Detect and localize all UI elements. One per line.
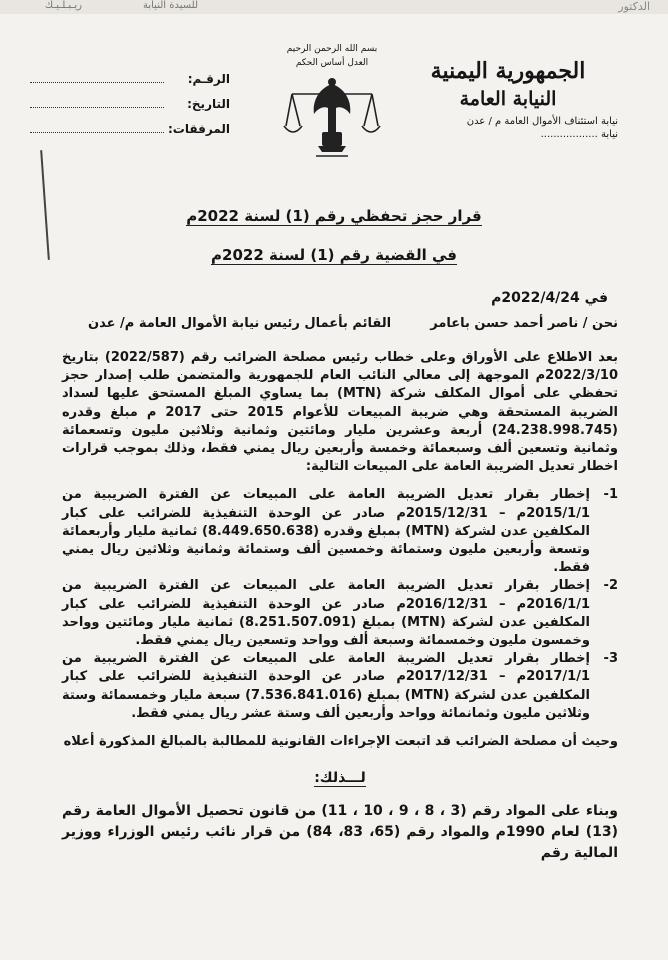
- decision-date: في 2022/4/24م: [491, 290, 608, 306]
- list-item: [62, 486, 618, 577]
- meta-attachments-row: [30, 120, 230, 136]
- republic-name: الجمهورية اليمنية: [430, 58, 586, 84]
- list-item-number: 3-: [603, 651, 618, 667]
- letterhead-right: [398, 58, 618, 140]
- issuer-role: القائم بأعمال رئيس نيابة الأموال العامة م/ عدن: [88, 316, 392, 331]
- top-fragment-left: ريـبـلـيـك: [44, 0, 82, 11]
- meta-number-label: الرقـم:: [187, 72, 230, 86]
- decision-title-text: قرار حجز تحفظي رقم (1) لسنة 2022م: [186, 207, 482, 225]
- meta-attachments-blank: [30, 120, 164, 133]
- whereas-paragraph: وحيث أن مصلحة الضرائب قد اتبعت الإجراءات القانونية للمطالبة بالمبالغ المذكورة أعلاه: [63, 734, 618, 750]
- list-item-number: 1-: [603, 487, 618, 503]
- therefore-text: لـــذلك:: [314, 770, 366, 787]
- margin-rule: [40, 150, 50, 260]
- list-item: [62, 650, 618, 723]
- intro-paragraph: [62, 349, 618, 476]
- sub-unit-label: نيابة ..................: [540, 129, 618, 140]
- intro-text: بعد الاطلاع على الأوراق وعلى خطاب رئيس مصلحة الضرائب رقم (2022/587) بتاريخ 2022/3/10م الموجهة إلى معالي النائب العام للجمهورية والمتضمن طلب إصدار حجز تحفظي على أموال المكلف شركة (MTN) بما يساوي المبلغ المستحق عليها لسداد الضريبة المستحقة وهي ضريبة المبيعات للأعوام 2015 حتى 2017 م مبلغ وقدره (24.238.998.745) أربعة وعشرين مليار ومائتين وثمانية وثلاثين مليون وتسعمائة وثمانية وتسعين ألف وسبعمائة وخمسة وأربعين ريال يمني فقط، وذلك بموجب قرارات اخطار تعديل الضريبة العامة على المبيعات التالية:: [62, 350, 618, 475]
- list-item-text: إخطار بقرار تعديل الضريبة العامة على المبيعات عن الفترة الضريبية من 2016/1/1م – 2016/12/31م صادر عن الوحدة التنفيذية للضرائب على كبار المكلفين عدن لشركة (MTN) بمبلغ (8.251.507.091) ثمانية مليار ومائتين وواحد وخمسون مليون وخمسمائة وسبعة ألف وواحد وتسعين ريال يمني فقط.: [62, 578, 590, 649]
- document-body: [62, 349, 618, 864]
- sub-unit: نيابة استئناف الأموال العامة م / عدن: [466, 116, 618, 127]
- meta-attachments-label: المرفقات:: [168, 122, 230, 136]
- top-fragment-middle: للسيدة النيابة: [142, 0, 198, 11]
- office-name: النيابة العامة: [459, 88, 557, 110]
- legal-basis-paragraph: وبناء على المواد رقم (3 ، 8 ، 9 ، 10 ، 11) من قانون تحصيل الأموال العامة رقم (13) لعام 1990م والمواد رقم (65، 83، 84) من قرار نائب رئيس الوزراء ووزير المالية رقم: [62, 803, 618, 862]
- state-emblem: [276, 44, 388, 166]
- issuer-name: نحن / ناصر أحمد حسن باعامر: [430, 316, 618, 331]
- meta-date-row: [30, 95, 230, 111]
- decision-title: [0, 207, 668, 225]
- scales-eagle-icon: [282, 72, 382, 164]
- emblem-basmala: بسم الله الرحمن الرحيم: [286, 44, 378, 54]
- meta-date-label: التاريخ:: [187, 97, 230, 111]
- meta-number-row: [30, 70, 230, 86]
- therefore-heading: [62, 769, 618, 787]
- list-item-text: إخطار بقرار تعديل الضريبة العامة على المبيعات عن الفترة الضريبية من 2015/1/1م – 2015/12/31م صادر عن الوحدة التنفيذية للضرائب على كبار المكلفين عدن لشركة (MTN) بمبلغ وقدره (8.449.650.638) ثمانية مليار وأربعمائة وتسعة وأربعين مليون وستمائة وخمسين ألف وستمائة وثمانية وثلاثين ريال يمني فقط.: [62, 487, 590, 576]
- meta-number-blank: [30, 70, 164, 83]
- emblem-motto: العدل أساس الحكم: [295, 58, 369, 68]
- list-item: [62, 577, 618, 650]
- letterhead-left: [30, 70, 230, 145]
- case-title-text: في القضية رقم (1) لسنة 2022م: [211, 246, 457, 264]
- issuer-line: [88, 316, 618, 331]
- list-item-text: إخطار بقرار تعديل الضريبة العامة على المبيعات عن الفترة الضريبية من 2017/1/1م – 2017/12/31م صادر عن الوحدة التنفيذية للضرائب على كبار المكلفين عدن لشركة (MTN) بمبلغ (7.536.841.016) سبعة مليار وخمسمائة وستة وثلاثين مليون وثمانمائة وواحد وأربعين ألف وستة عشر ريال يمني فقط.: [62, 651, 590, 721]
- list-item-number: 2-: [603, 578, 618, 594]
- meta-date-blank: [30, 95, 164, 108]
- top-fragment-right: الدكتور: [618, 0, 650, 13]
- case-title: [0, 246, 668, 264]
- notices-list: [62, 486, 618, 723]
- top-strip: [0, 0, 668, 14]
